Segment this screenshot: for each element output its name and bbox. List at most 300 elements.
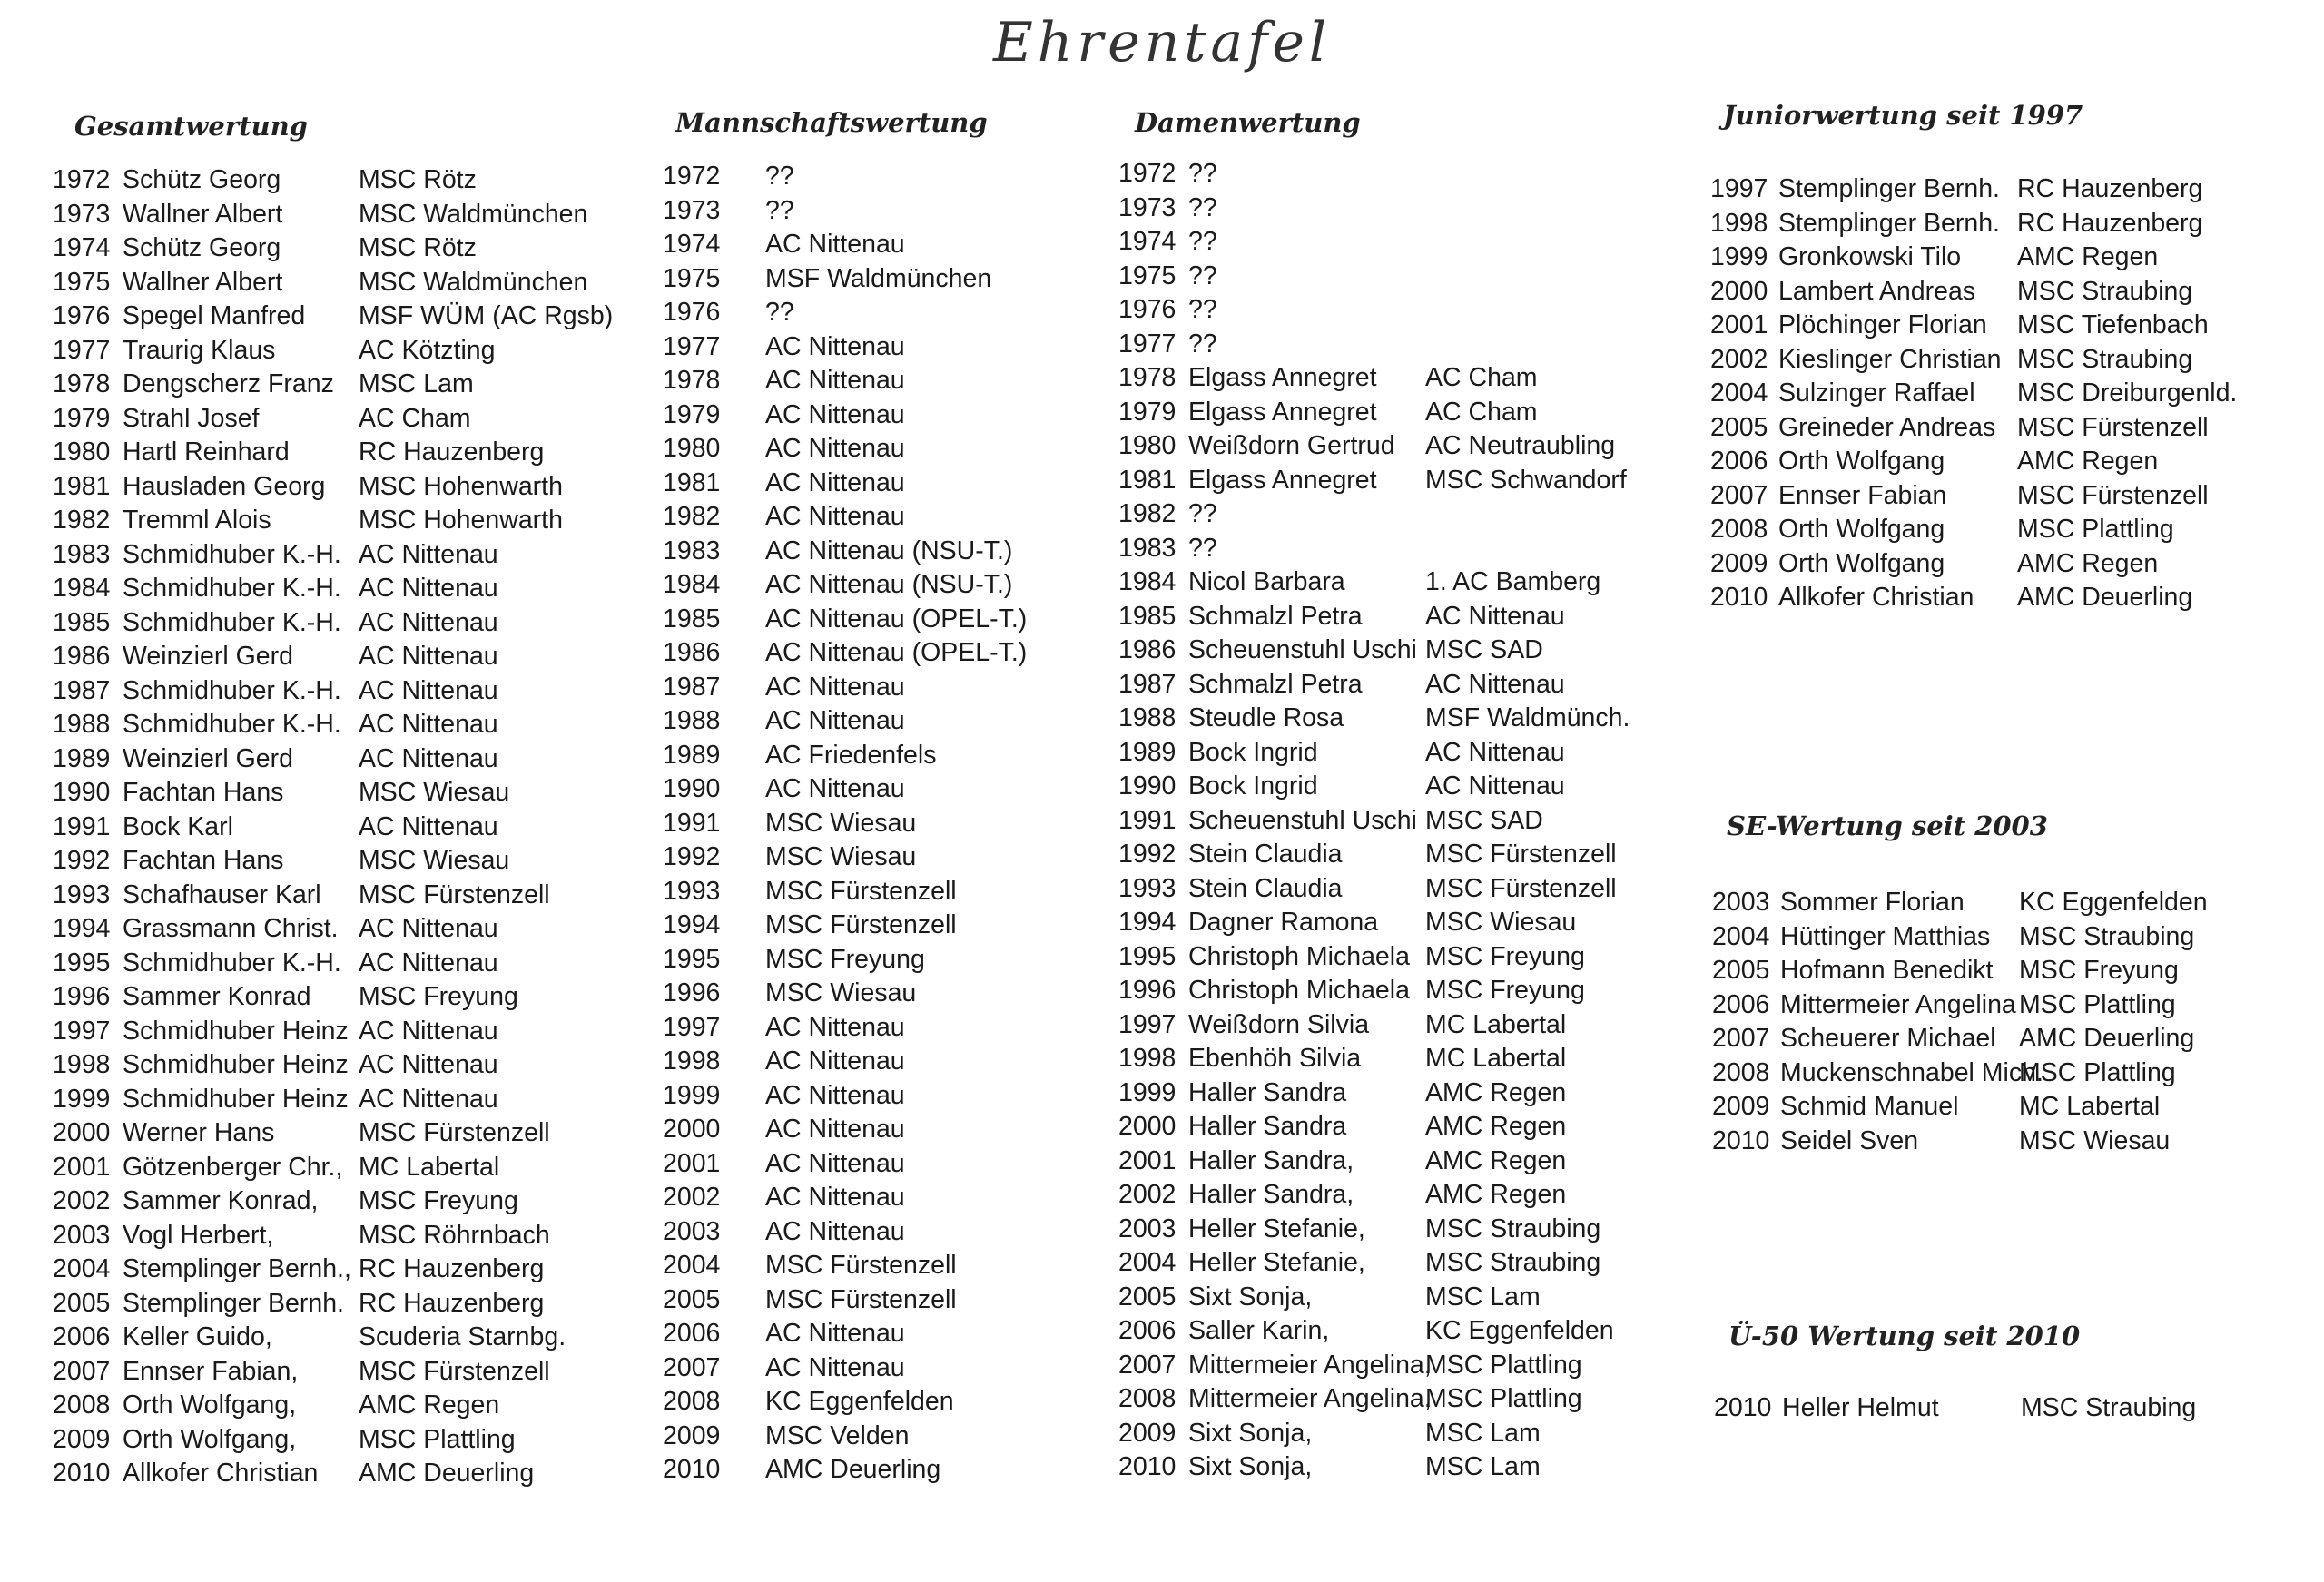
- cell-name: Bock Ingrid: [1188, 737, 1318, 767]
- cell-year: 1985: [663, 604, 721, 634]
- cell-club: MSC Fürstenzell: [359, 1118, 550, 1147]
- cell-year: 1975: [663, 263, 721, 293]
- cell-club: MC Labertal: [2019, 1092, 2161, 1121]
- cell-name: Haller Sandra,: [1188, 1180, 1354, 1209]
- cell-club: MSC Waldmünchen: [359, 199, 588, 229]
- cell-club: MSC Röhrnbach: [359, 1220, 550, 1250]
- cell-name: Haller Sandra: [1188, 1077, 1347, 1107]
- cell-year: 1992: [1118, 840, 1177, 869]
- cell-name: Grassmann Christ.: [123, 914, 339, 943]
- cell-year: 1990: [1118, 771, 1177, 801]
- cell-club: MSC Lam: [1425, 1418, 1541, 1448]
- cell-year: 2006: [1710, 447, 1768, 476]
- cell-club: MSC Wiesau: [765, 808, 917, 838]
- cell-club: AC Nittenau: [765, 366, 905, 395]
- cell-year: 2000: [53, 1118, 111, 1147]
- cell-name: Sixt Sonja,: [1188, 1452, 1313, 1481]
- cell-club: MSC Plattling: [1425, 1384, 1582, 1413]
- cell-year: 1987: [663, 672, 721, 702]
- cell-name: Mittermeier Angelina,: [1188, 1350, 1432, 1380]
- cell-club: RC Hauzenberg: [359, 1254, 545, 1283]
- cell-name: Heller Stefanie,: [1188, 1214, 1365, 1243]
- cell-club: MSC Hohenwarth: [359, 506, 563, 535]
- cell-name: Allkofer Christian: [1778, 583, 1974, 612]
- cell-club: MSC Wiesau: [359, 778, 510, 807]
- cell-year: 1995: [663, 944, 721, 974]
- cell-name: Strahl Josef: [123, 403, 260, 433]
- cell-club: MSC SAD: [1425, 635, 1543, 664]
- cell-club: AC Nittenau: [359, 1050, 498, 1079]
- cell-club: AC Nittenau (OPEL-T.): [765, 638, 1028, 667]
- cell-club: AC Nittenau: [359, 574, 498, 603]
- cell-name: Schmidhuber K.-H.: [123, 948, 341, 978]
- cell-club: AMC Regen: [2017, 548, 2159, 578]
- ue50-wertung-heading: Ü-50 Wertung seit 2010: [1728, 1321, 2081, 1351]
- cell-club: AC Nittenau: [765, 1080, 905, 1110]
- cell-name: Heller Helmut: [1782, 1393, 1939, 1422]
- cell-year: 1993: [1118, 873, 1177, 903]
- cell-year: 1991: [1118, 805, 1177, 835]
- cell-name: Schmidhuber K.-H.: [123, 607, 341, 637]
- cell-name: Fachtan Hans: [123, 846, 284, 875]
- cell-club: MSC Fürstenzell: [765, 876, 957, 906]
- cell-club: AC Nittenau: [765, 399, 905, 429]
- cell-club: AC Nittenau: [359, 948, 498, 978]
- cell-year: 1993: [663, 876, 721, 906]
- cell-year: 1973: [663, 195, 721, 225]
- cell-name: Schmidhuber Heinz: [123, 1084, 349, 1114]
- cell-year: 1977: [53, 335, 111, 365]
- cell-name: Sixt Sonja,: [1188, 1282, 1313, 1312]
- gesamtwertung-heading: Gesamtwertung: [74, 111, 308, 142]
- cell-club: AC Nittenau: [765, 230, 905, 259]
- cell-name: ??: [1188, 499, 1217, 528]
- cell-name: Sammer Konrad: [123, 982, 311, 1011]
- cell-year: 1980: [1118, 431, 1177, 460]
- cell-club: ??: [765, 162, 794, 191]
- cell-club: MSC Straubing: [2017, 344, 2193, 374]
- cell-club: MSC Freyung: [1425, 976, 1585, 1005]
- cell-year: 1997: [53, 1016, 111, 1046]
- cell-name: Scheuenstuhl Uschi: [1188, 805, 1417, 835]
- cell-club: MSC Wiesau: [1425, 908, 1577, 937]
- cell-name: Orth Wolfgang,: [123, 1390, 297, 1420]
- cell-name: Vogl Herbert,: [123, 1220, 274, 1250]
- cell-name: Keller Guido,: [123, 1322, 272, 1351]
- cell-club: MC Labertal: [359, 1152, 500, 1182]
- cell-year: 2003: [1712, 888, 1770, 917]
- cell-name: Schmidhuber Heinz: [123, 1050, 349, 1079]
- cell-year: 1993: [53, 879, 111, 909]
- cell-year: 1980: [53, 437, 111, 467]
- cell-club: MSC Wiesau: [765, 978, 917, 1007]
- cell-club: AC Neutraubling: [1425, 431, 1616, 460]
- cell-year: 1979: [53, 403, 111, 433]
- cell-club: RC Hauzenberg: [2017, 174, 2203, 203]
- cell-club: MSC Rötz: [359, 233, 477, 262]
- cell-club: AC Nittenau: [359, 539, 498, 569]
- cell-year: 1994: [663, 910, 721, 939]
- cell-year: 1979: [1118, 397, 1177, 427]
- cell-club: AC Nittenau: [765, 1046, 905, 1076]
- cell-year: 1977: [663, 331, 721, 361]
- cell-year: 1972: [1118, 159, 1177, 188]
- cell-year: 2007: [1710, 480, 1768, 510]
- cell-name: Schmidhuber K.-H.: [123, 710, 341, 739]
- cell-club: AC Nittenau: [765, 1352, 905, 1382]
- cell-club: AC Nittenau: [1425, 669, 1565, 699]
- cell-name: Weißdorn Silvia: [1188, 1009, 1370, 1039]
- cell-year: 1976: [53, 301, 111, 330]
- cell-year: 2000: [1118, 1112, 1177, 1141]
- cell-year: 1994: [1118, 908, 1177, 937]
- cell-name: Bock Ingrid: [1188, 771, 1318, 801]
- cell-year: 1997: [1710, 174, 1768, 203]
- cell-year: 1979: [663, 399, 721, 429]
- cell-year: 1998: [53, 1050, 111, 1079]
- cell-year: 1997: [663, 1012, 721, 1042]
- cell-name: Scheuenstuhl Uschi: [1188, 635, 1417, 664]
- cell-year: 1999: [1118, 1077, 1177, 1107]
- cell-name: Gronkowski Tilo: [1778, 242, 1962, 271]
- cell-year: 1988: [1118, 703, 1177, 732]
- cell-club: Scuderia Starnbg.: [359, 1322, 566, 1351]
- cell-year: 2009: [53, 1424, 111, 1454]
- cell-year: 2007: [1712, 1024, 1770, 1053]
- cell-year: 1983: [53, 539, 111, 569]
- cell-club: MSC Wiesau: [359, 846, 510, 875]
- cell-name: Spegel Manfred: [123, 301, 306, 330]
- cell-name: Bock Karl: [123, 811, 233, 841]
- cell-name: ??: [1188, 329, 1217, 359]
- cell-name: Orth Wolfgang,: [123, 1424, 297, 1454]
- cell-name: Wallner Albert: [123, 199, 283, 229]
- cell-year: 2001: [1710, 310, 1768, 339]
- cell-year: 1981: [1118, 465, 1177, 495]
- cell-year: 2009: [1710, 548, 1768, 578]
- cell-club: MSC Plattling: [1425, 1350, 1582, 1380]
- cell-club: AC Nittenau: [765, 502, 905, 531]
- cell-club: MSC Fürstenzell: [359, 1356, 550, 1386]
- cell-club: AMC Deuerling: [359, 1459, 535, 1488]
- cell-club: AC Nittenau: [765, 434, 905, 463]
- cell-year: 1982: [1118, 499, 1177, 528]
- cell-year: 1991: [53, 811, 111, 841]
- cell-name: Schmalzl Petra: [1188, 669, 1363, 699]
- cell-club: AC Nittenau: [359, 1016, 498, 1046]
- cell-name: Stemplinger Bernh.: [1778, 174, 2000, 203]
- cell-name: ??: [1188, 533, 1217, 563]
- cell-club: MSC Straubing: [1425, 1214, 1601, 1243]
- cell-year: 1976: [663, 298, 721, 327]
- cell-year: 2002: [53, 1186, 111, 1215]
- cell-club: MSC Waldmünchen: [359, 267, 588, 297]
- cell-name: Scheuerer Michael: [1780, 1024, 1996, 1053]
- cell-club: KC Eggenfelden: [1425, 1316, 1614, 1345]
- cell-club: RC Hauzenberg: [359, 437, 545, 467]
- cell-year: 2002: [1710, 344, 1768, 374]
- cell-name: Christoph Michaela: [1188, 976, 1410, 1005]
- cell-year: 2005: [663, 1284, 721, 1314]
- cell-year: 1987: [1118, 669, 1177, 699]
- cell-year: 2007: [1118, 1350, 1177, 1380]
- cell-name: Hofmann Benedikt: [1780, 956, 1994, 985]
- cell-name: Allkofer Christian: [123, 1459, 319, 1488]
- cell-club: MSC Tiefenbach: [2017, 310, 2209, 339]
- cell-club: AMC Deuerling: [2017, 583, 2193, 612]
- cell-club: MSC Wiesau: [2019, 1125, 2171, 1155]
- cell-year: 1984: [1118, 567, 1177, 596]
- cell-club: MSC Fürstenzell: [359, 879, 550, 909]
- cell-name: Schafhauser Karl: [123, 879, 321, 909]
- cell-name: Orth Wolfgang: [1778, 548, 1945, 578]
- cell-year: 2007: [663, 1352, 721, 1382]
- cell-name: Sammer Konrad,: [123, 1186, 319, 1215]
- cell-club: MC Labertal: [1425, 1009, 1567, 1039]
- cell-name: ??: [1188, 159, 1217, 188]
- cell-club: MSC Rötz: [359, 165, 477, 194]
- cell-year: 2001: [53, 1152, 111, 1182]
- cell-club: MSC Freyung: [359, 1186, 518, 1215]
- cell-year: 1974: [663, 230, 721, 259]
- cell-club: KC Eggenfelden: [2019, 888, 2208, 917]
- cell-year: 2004: [1712, 921, 1770, 951]
- cell-club: AC Nittenau: [359, 1084, 498, 1114]
- cell-club: AC Nittenau: [765, 706, 905, 735]
- cell-club: AC Cham: [1425, 363, 1538, 392]
- cell-year: 2010: [1714, 1393, 1772, 1422]
- cell-club: AMC Regen: [359, 1390, 500, 1420]
- cell-club: MSF Waldmünchen: [765, 263, 992, 293]
- cell-year: 2002: [1118, 1180, 1177, 1209]
- cell-name: Weinzierl Gerd: [123, 743, 293, 773]
- cell-club: MSC Fürstenzell: [2017, 480, 2209, 510]
- cell-year: 1984: [53, 574, 111, 603]
- cell-name: Stemplinger Bernh.,: [123, 1254, 351, 1283]
- cell-year: 2004: [1118, 1248, 1177, 1277]
- cell-club: MSC Fürstenzell: [1425, 840, 1617, 869]
- cell-year: 2000: [663, 1115, 721, 1144]
- cell-club: RC Hauzenberg: [359, 1288, 545, 1318]
- cell-club: AC Nittenau: [1425, 771, 1565, 801]
- cell-year: 2006: [1118, 1316, 1177, 1345]
- cell-year: 1984: [663, 570, 721, 599]
- cell-year: 2006: [663, 1319, 721, 1348]
- cell-year: 1974: [1118, 227, 1177, 256]
- cell-name: Nicol Barbara: [1188, 567, 1345, 596]
- cell-club: AC Cham: [359, 403, 471, 433]
- cell-name: Elgass Annegret: [1188, 465, 1377, 495]
- cell-year: 1992: [663, 842, 721, 871]
- cell-club: AMC Regen: [2017, 242, 2159, 271]
- cell-name: Götzenberger Chr.,: [123, 1152, 343, 1182]
- cell-name: Steudle Rosa: [1188, 703, 1344, 732]
- cell-name: Dagner Ramona: [1188, 908, 1379, 937]
- cell-name: Mittermeier Angelina,: [1188, 1384, 1432, 1413]
- cell-club: MSC Lam: [1425, 1282, 1541, 1312]
- cell-name: Stemplinger Bernh.: [123, 1288, 344, 1318]
- cell-name: Orth Wolfgang: [1778, 515, 1945, 544]
- cell-name: Sulzinger Raffael: [1778, 378, 1975, 408]
- cell-year: 1990: [53, 778, 111, 807]
- cell-year: 1996: [53, 982, 111, 1011]
- cell-year: 2010: [663, 1455, 721, 1484]
- cell-club: AC Nittenau: [765, 1012, 905, 1042]
- cell-club: MSC Fürstenzell: [765, 910, 957, 939]
- cell-year: 1990: [663, 774, 721, 803]
- cell-name: Ennser Fabian,: [123, 1356, 299, 1386]
- cell-year: 1997: [1118, 1009, 1177, 1039]
- cell-name: Heller Stefanie,: [1188, 1248, 1365, 1277]
- cell-name: Haller Sandra: [1188, 1112, 1347, 1141]
- cell-club: MSF Waldmünch.: [1425, 703, 1630, 732]
- cell-year: 1974: [53, 233, 111, 262]
- cell-name: Hüttinger Matthias: [1780, 921, 1991, 951]
- cell-year: 1994: [53, 914, 111, 943]
- cell-club: AMC Deuerling: [765, 1455, 941, 1484]
- cell-club: AC Nittenau: [359, 642, 498, 671]
- cell-year: 1988: [53, 710, 111, 739]
- cell-club: AC Nittenau: [359, 675, 498, 705]
- cell-year: 2004: [1710, 378, 1768, 408]
- cell-club: MSF WÜM (AC Rgsb): [359, 301, 614, 330]
- cell-name: Elgass Annegret: [1188, 363, 1377, 392]
- cell-club: MSC Fürstenzell: [765, 1284, 957, 1314]
- cell-year: 2010: [1710, 583, 1768, 612]
- cell-club: MSC Freyung: [359, 982, 518, 1011]
- cell-year: 1986: [663, 638, 721, 667]
- cell-name: Schmid Manuel: [1780, 1092, 1959, 1121]
- cell-club: MSC SAD: [1425, 805, 1543, 835]
- cell-name: Haller Sandra,: [1188, 1145, 1354, 1175]
- cell-club: MSC Lam: [359, 369, 474, 398]
- cell-year: 2006: [53, 1322, 111, 1351]
- cell-name: ??: [1188, 227, 1217, 256]
- cell-club: AMC Regen: [2017, 447, 2159, 476]
- cell-year: 2008: [1118, 1384, 1177, 1413]
- cell-year: 2006: [1712, 989, 1770, 1019]
- cell-year: 2005: [1712, 956, 1770, 985]
- cell-year: 1982: [53, 506, 111, 535]
- cell-year: 1992: [53, 846, 111, 875]
- cell-year: 1998: [1710, 208, 1768, 238]
- cell-club: MSC Freyung: [765, 944, 925, 974]
- cell-club: AC Nittenau (OPEL-T.): [765, 604, 1028, 634]
- cell-club: AC Nittenau: [765, 1148, 905, 1178]
- cell-year: 1978: [1118, 363, 1177, 392]
- cell-year: 2001: [663, 1148, 721, 1178]
- cell-name: Sommer Florian: [1780, 888, 1965, 917]
- cell-year: 1978: [663, 366, 721, 395]
- cell-year: 1987: [53, 675, 111, 705]
- cell-club: AC Friedenfels: [765, 740, 937, 770]
- cell-year: 1998: [663, 1046, 721, 1076]
- damenwertung-heading: Damenwertung: [1135, 107, 1361, 138]
- cell-year: 1996: [663, 978, 721, 1007]
- cell-club: MSC Straubing: [2021, 1393, 2197, 1422]
- cell-name: Kieslinger Christian: [1778, 344, 2002, 374]
- cell-year: 1972: [663, 162, 721, 191]
- cell-club: MSC Plattling: [2019, 1057, 2176, 1087]
- cell-club: MSC Fürstenzell: [2017, 412, 2209, 442]
- cell-year: 2003: [53, 1220, 111, 1250]
- cell-club: AC Nittenau: [765, 774, 905, 803]
- cell-year: 2008: [1712, 1057, 1770, 1087]
- mannschaftswertung-heading: Mannschaftswertung: [675, 107, 988, 138]
- cell-year: 2010: [1712, 1125, 1770, 1155]
- cell-year: 2003: [663, 1216, 721, 1246]
- cell-year: 1983: [663, 536, 721, 565]
- cell-year: 2009: [1712, 1092, 1770, 1121]
- cell-name: Stein Claudia: [1188, 873, 1343, 903]
- cell-name: Mittermeier Angelina: [1780, 989, 2016, 1019]
- cell-year: 1998: [1118, 1044, 1177, 1073]
- cell-club: AC Nittenau: [359, 811, 498, 841]
- cell-club: MSC Fürstenzell: [1425, 873, 1617, 903]
- cell-name: Elgass Annegret: [1188, 397, 1377, 427]
- cell-year: 2005: [53, 1288, 111, 1318]
- cell-club: AC Cham: [1425, 397, 1538, 427]
- cell-club: AC Nittenau: [765, 1319, 905, 1348]
- cell-club: MSC Dreiburgenld.: [2017, 378, 2238, 408]
- cell-name: Schütz Georg: [123, 233, 281, 262]
- cell-name: Schmidhuber K.-H.: [123, 675, 341, 705]
- cell-name: Sixt Sonja,: [1188, 1418, 1313, 1448]
- cell-name: Werner Hans: [123, 1118, 275, 1147]
- cell-year: 1991: [663, 808, 721, 838]
- cell-club: AC Nittenau: [765, 672, 905, 702]
- cell-year: 1975: [53, 267, 111, 297]
- cell-club: MSC Straubing: [2017, 276, 2193, 306]
- cell-year: 1995: [1118, 941, 1177, 971]
- cell-name: Seidel Sven: [1780, 1125, 1919, 1155]
- cell-name: Schmidhuber K.-H.: [123, 574, 341, 603]
- cell-name: Schmalzl Petra: [1188, 601, 1363, 631]
- cell-club: AMC Regen: [1425, 1077, 1567, 1107]
- cell-club: ??: [765, 298, 794, 327]
- cell-year: 1980: [663, 434, 721, 463]
- cell-name: Saller Karin,: [1188, 1316, 1330, 1345]
- cell-club: AMC Regen: [1425, 1145, 1567, 1175]
- cell-club: MC Labertal: [1425, 1044, 1567, 1073]
- cell-year: 1975: [1118, 260, 1177, 290]
- cell-club: MSC Plattling: [2019, 989, 2176, 1019]
- cell-year: 1977: [1118, 329, 1177, 359]
- cell-club: 1. AC Bamberg: [1425, 567, 1601, 596]
- cell-club: MSC Freyung: [1425, 941, 1585, 971]
- cell-name: Hausladen Georg: [123, 471, 326, 501]
- cell-club: RC Hauzenberg: [2017, 208, 2203, 238]
- cell-club: MSC Hohenwarth: [359, 471, 563, 501]
- cell-name: ??: [1188, 192, 1217, 222]
- cell-year: 1999: [1710, 242, 1768, 271]
- cell-club: MSC Fürstenzell: [765, 1251, 957, 1280]
- cell-club: AC Nittenau: [359, 710, 498, 739]
- cell-club: AMC Regen: [1425, 1180, 1567, 1209]
- cell-year: 2002: [663, 1183, 721, 1212]
- cell-name: Stein Claudia: [1188, 840, 1343, 869]
- cell-club: ??: [765, 195, 794, 225]
- cell-year: 1978: [53, 369, 111, 398]
- cell-year: 2010: [53, 1459, 111, 1488]
- cell-year: 1985: [53, 607, 111, 637]
- cell-year: 2005: [1710, 412, 1768, 442]
- cell-year: 1985: [1118, 601, 1177, 631]
- cell-name: Stemplinger Bernh.: [1778, 208, 2000, 238]
- cell-name: Schütz Georg: [123, 165, 281, 194]
- cell-name: Hartl Reinhard: [123, 437, 290, 467]
- cell-year: 2007: [53, 1356, 111, 1386]
